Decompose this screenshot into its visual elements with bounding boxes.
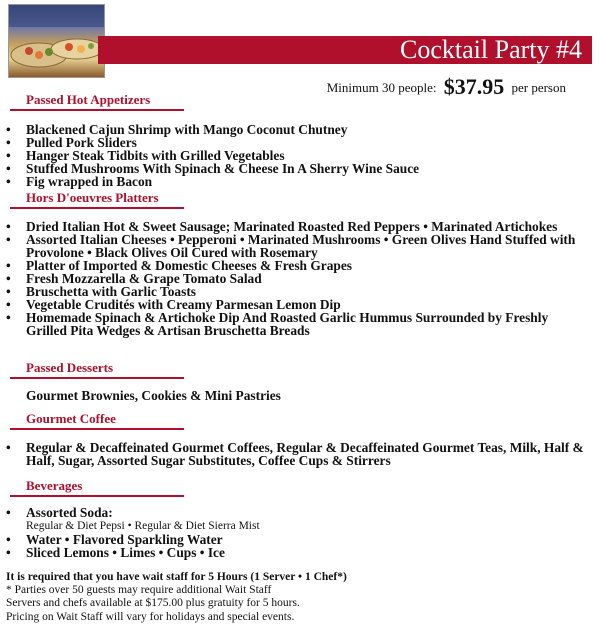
price-amount: $37.95 — [443, 74, 505, 99]
section-heading-hors-doeuvres-platters — [10, 190, 184, 209]
list-item: • Pulled Pork Sliders — [6, 136, 586, 149]
footer-line: Pricing on Wait Staff will vary for holidays and special events. — [6, 610, 295, 623]
soda-detail: Regular & Diet Pepsi • Regular & Diet Sierra Mist — [26, 520, 260, 532]
price-suffix: per person — [511, 80, 566, 95]
list-item: • Stuffed Mushrooms With Spinach & Cheese In A Sherry Wine Sauce — [6, 162, 586, 175]
food-platter-photo — [8, 4, 105, 78]
list-item — [6, 506, 586, 533]
section-heading-label: Gourmet Coffee — [26, 411, 116, 426]
list-item: • Blackened Cajun Shrimp with Mango Coconut Chutney — [6, 123, 586, 136]
page-title: Cocktail Party #4 — [400, 35, 582, 64]
list-item: • Bruschetta with Garlic Toasts — [6, 285, 586, 298]
list-item: • Vegetable Crudités with Creamy Parmesan Lemon Dip — [6, 298, 586, 311]
section-heading-label: Hors D'oeuvres Platters — [26, 190, 159, 205]
price-line — [327, 74, 566, 100]
list-item: • Sliced Lemons • Limes • Cups • Ice — [6, 546, 586, 559]
list-item: • Assorted Italian Cheeses • Pepperoni • Marinated Mushrooms • Green Olives Hand Stuffed with Provolone • Black Olives Oil Cured with Rosemary — [6, 233, 586, 259]
section-heading-label: Beverages — [26, 478, 83, 493]
title-banner — [98, 36, 592, 64]
section-heading-label: Passed Hot Appetizers — [26, 92, 151, 107]
footer-line: Servers and chefs available at $175.00 plus gratuity for 5 hours. — [6, 597, 300, 610]
list-item: • Water • Flavored Sparkling Water — [6, 533, 586, 546]
passed-hot-appetizers-list — [6, 123, 586, 188]
list-item: • Regular & Decaffeinated Gourmet Coffees, Regular & Decaffeinated Gourmet Teas, Milk, Half & Half, Sugar, Assorted Sugar Substitutes, Coffee Cups & Stirrers — [6, 441, 586, 467]
footer-line: It is required that you have wait staff for 5 Hours (1 Server • 1 Chef*) — [6, 571, 347, 583]
soda-label: Assorted Soda: — [26, 505, 113, 520]
passed-desserts-text: Gourmet Brownies, Cookies & Mini Pastries — [26, 388, 281, 403]
beverages-list — [6, 506, 586, 559]
list-item: • Fig wrapped in Bacon — [6, 175, 586, 188]
section-heading-passed-desserts — [10, 360, 184, 379]
section-heading-beverages — [10, 478, 184, 497]
list-item: • Hanger Steak Tidbits with Grilled Vegetables — [6, 149, 586, 162]
list-item: • Dried Italian Hot & Sweet Sausage; Marinated Roasted Red Peppers • Marinated Artichokes — [6, 220, 586, 233]
footer-line: * Parties over 50 guests may require additional Wait Staff — [6, 584, 272, 597]
gourmet-coffee-list — [6, 441, 586, 467]
footer-notes — [6, 571, 586, 624]
price-prefix: Minimum 30 people: — [326, 80, 437, 95]
list-item: • Platter of Imported & Domestic Cheeses & Fresh Grapes — [6, 259, 586, 272]
list-item: • Fresh Mozzarella & Grape Tomato Salad — [6, 272, 586, 285]
section-heading-passed-hot-appetizers — [10, 92, 184, 111]
section-heading-label: Passed Desserts — [26, 360, 114, 375]
hors-doeuvres-platters-list — [6, 220, 586, 337]
list-item: • Homemade Spinach & Artichoke Dip And Roasted Garlic Hummus Surrounded by Freshly Grilled Pita Wedges & Artisan Bruschetta Breads — [6, 311, 586, 337]
section-heading-gourmet-coffee — [10, 411, 184, 430]
food-platter-illustration — [9, 5, 104, 77]
